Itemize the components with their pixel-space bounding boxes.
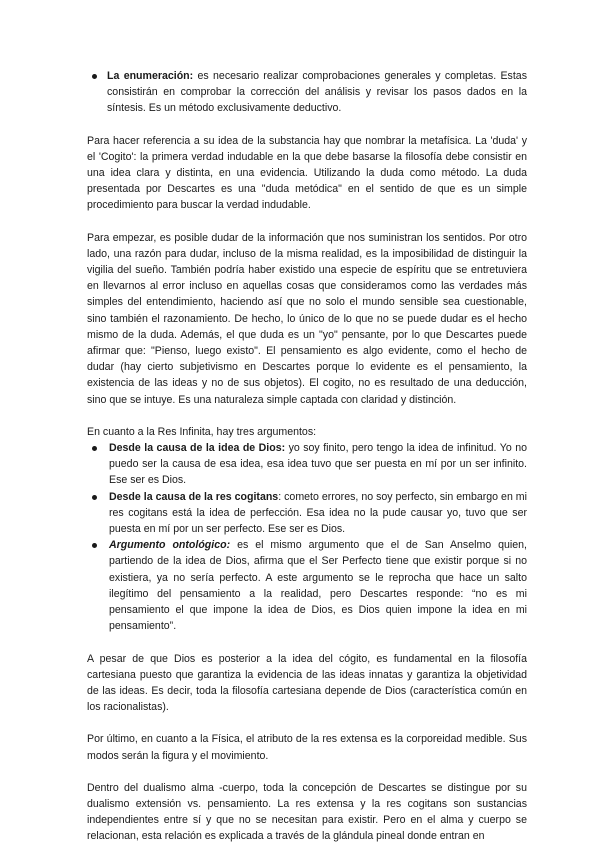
bullet-icon: [92, 74, 97, 79]
list-item-text: : cometo errores, no soy perfecto, sin embargo en mi res cogitans está la idea de perfección. Esa idea no la pude causar yo, tuvo que ser puesta en mí por un ser perfecto. Ese ser es Dios.: [109, 490, 527, 536]
list-item: [87, 537, 527, 634]
list-item: [87, 68, 527, 117]
arguments-list: [87, 440, 527, 634]
list-item: [87, 489, 527, 538]
list-item-text: es el mismo argumento que el de San Anselmo quien, partiendo de la idea de Dios, afirma que el Ser Perfecto tiene que existir porque si no existiera, ya no sería perfecto. A este argumento se le reprocha que hace un salto ilegítimo del pensamiento a la realidad, pero Descartes responde: “no es mi pensamiento el que impone la idea de Dios, es Dios quien impone la idea en mi pensamiento”.: [109, 539, 527, 633]
paragraph-doubt: Para empezar, es posible dudar de la información que nos suministran los sentidos. Por otro lado, una razón para dudar, incluso de la misma realidad, es la imposibilidad de distinguir la vigilia del sueño. También podría haber existido una especie de espíritu que se entretuviera en llevarnos al error incluso en aquellas cosas que consideramos como las verdades más simples del entendimiento, haciendo así que no solo el mundo sensible sea cuestionable, sino también el razonamiento. De hecho, lo único de lo que no se puede dudar es el hecho mismo de la duda. Además, el que duda es un "yo" pensante, por lo que Descartes puede afirmar que: "Pienso, luego existo". El pensamiento es algo evidente, como el hecho de dudar (hay cierto subjetivismo en Descartes porque lo evidente es el pensamiento, la existencia de las ideas y no de sus objetos). El cogito, no es resultado de una deducción, sino que se intuye. Es una naturaleza simple captada con claridad y distinción.: [87, 231, 527, 406]
method-rules-list: [87, 68, 527, 117]
bullet-icon: [92, 495, 97, 500]
paragraph-res-infinita-intro: En cuanto a la Res Infinita, hay tres argumentos:: [87, 425, 317, 438]
list-item-term: La enumeración:: [107, 70, 194, 82]
bullet-icon: [92, 543, 97, 548]
paragraph-metaphysics: Para hacer referencia a su idea de la substancia hay que nombrar la metafísica. La 'duda' y el 'Cogito': la primera verdad indudable en la que debe basarse la filosofía debe consistir en una idea clara y distinta, en una evidencia. Utilizando la duda como método. La duda presentada por Descartes es una "duda metódica" en el sentido de que es un simple procedimiento para buscar la verdad indudable.: [87, 134, 527, 212]
list-item: [87, 440, 527, 489]
list-item-term: Desde la causa de la idea de Dios:: [109, 442, 286, 455]
bullet-icon: [92, 446, 97, 451]
paragraph-dualism: Dentro del dualismo alma -cuerpo, toda la concepción de Descartes se distingue por su dualismo extensión vs. pensamiento. La res extensa y la res cogitans son sustancias independientes entre sí y que no se necesitan para existir. Pero en el alma y cuerpo se relacionan, esta relación es explicada a través de la glándula pineal donde entran en: [87, 781, 527, 843]
list-item-term: Argumento ontológico:: [109, 539, 231, 552]
document-page: [87, 68, 527, 845]
list-item-text: es necesario realizar comprobaciones generales y completas. Estas consistirán en comprobar la corrección del análisis y revisar los pasos dados en la síntesis. Es un método exclusivamente deductivo.: [107, 70, 527, 115]
paragraph-physics: Por último, en cuanto a la Física, el atributo de la res extensa es la corporeidad medible. Sus modos serán la figura y el movimiento.: [87, 733, 527, 762]
list-item-term: Desde la causa de la res cogitans: [109, 490, 279, 503]
list-item-text: yo soy finito, pero tengo la idea de infinitud. Yo no puedo ser la causa de esa idea, esa idea tuvo que ser puesta en mí por un ser infinito. Ese ser es Dios.: [109, 442, 527, 487]
paragraph-god-importance: A pesar de que Dios es posterior a la idea del cógito, es fundamental en la filosofía cartesiana puesto que garantiza la evidencia de las ideas innatas y garantiza la objetividad de las ideas. Es decir, toda la filosofía cartesiana depende de Dios (característica común en los racionalistas).: [87, 652, 527, 714]
